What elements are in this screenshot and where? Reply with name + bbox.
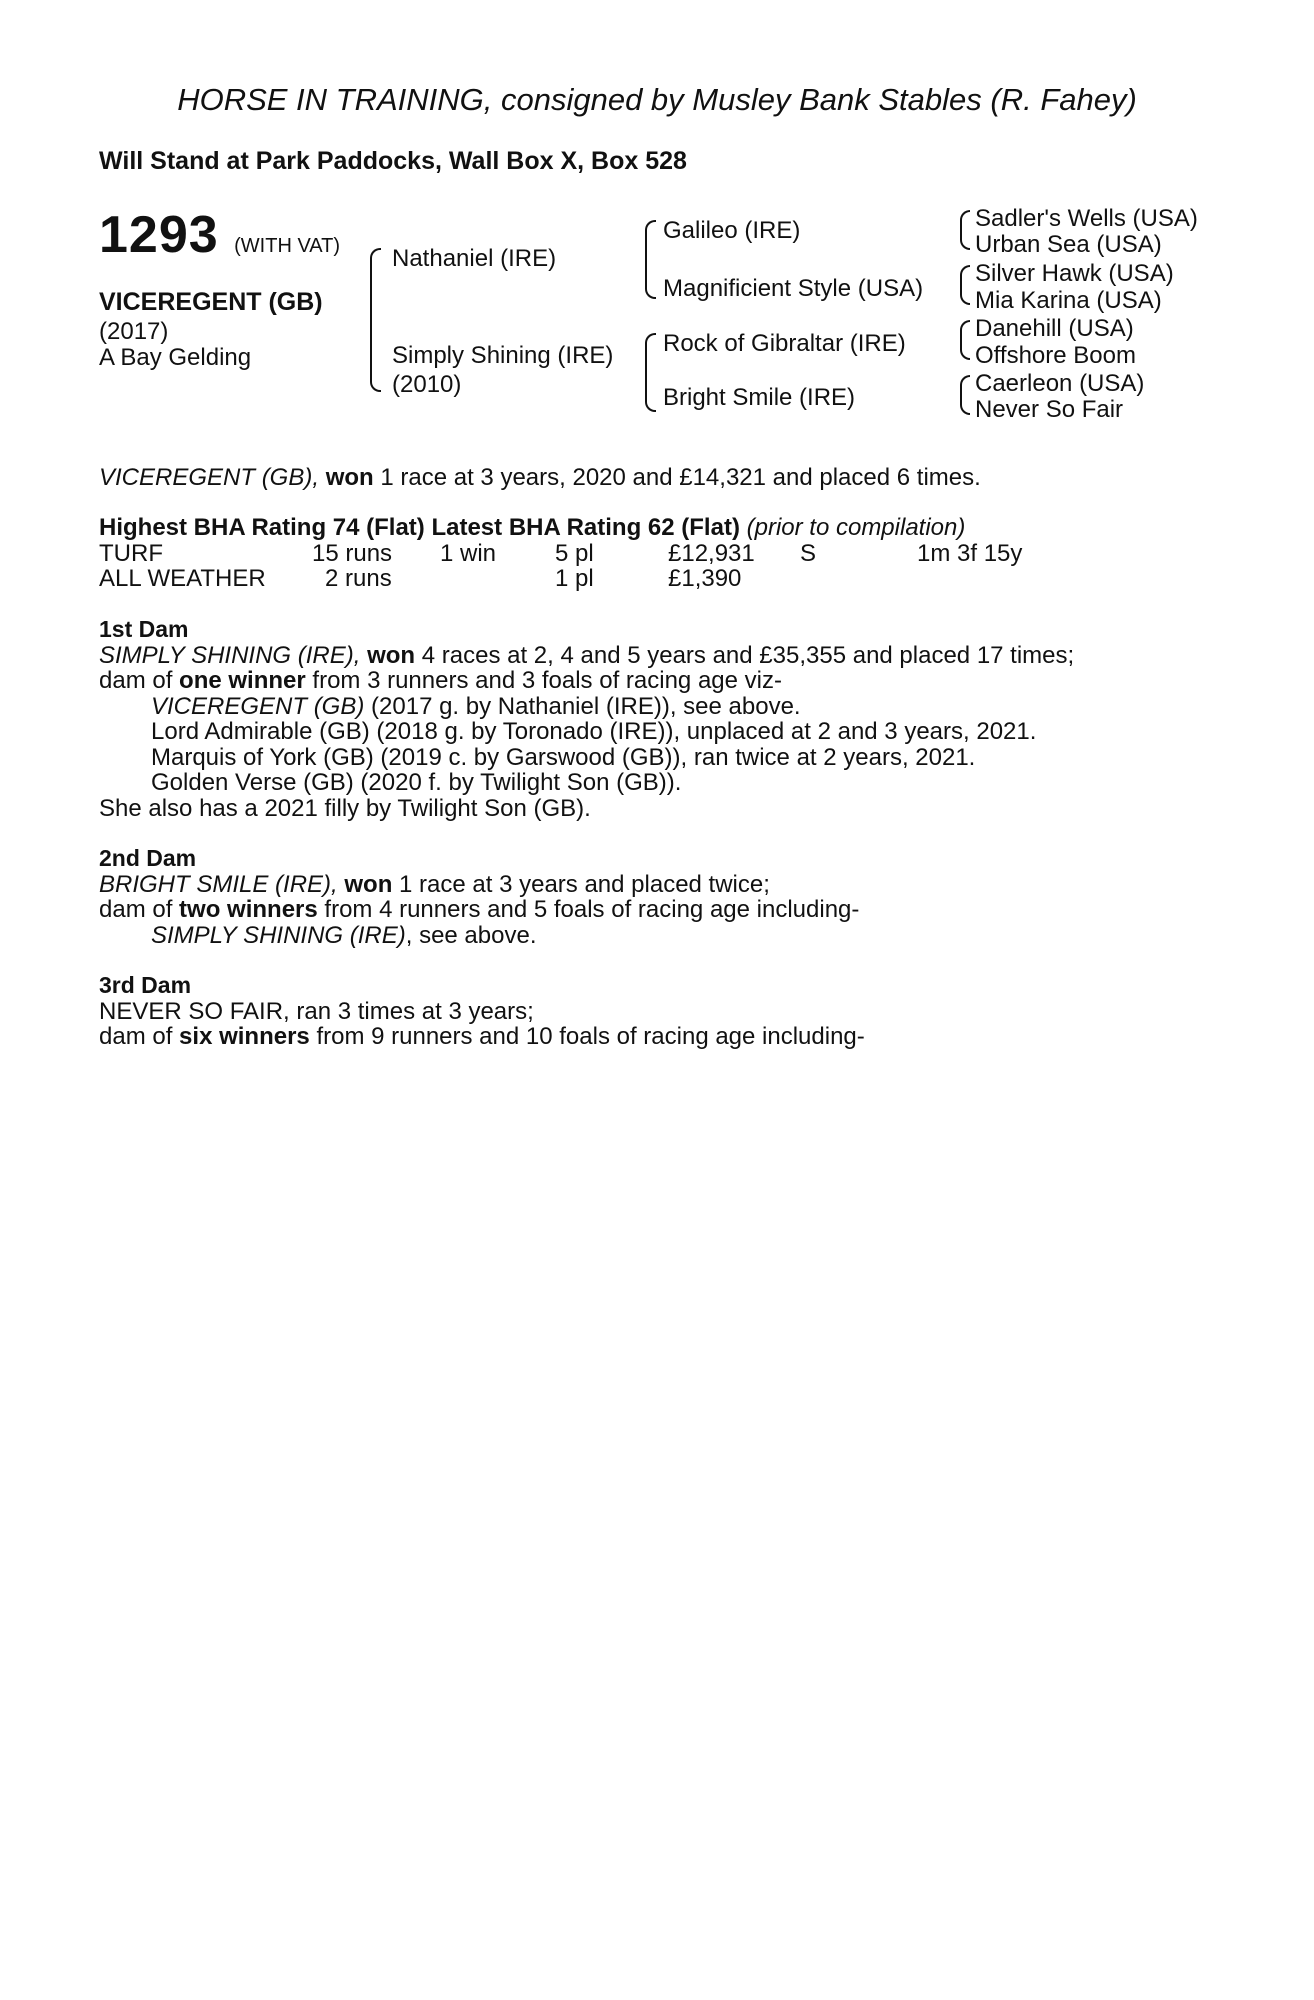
dam-dam-dam: Never So Fair [975,396,1124,423]
record-surface: ALL WEATHER [99,565,266,592]
first-dam-line [99,643,1209,669]
produce-item: Marquis of York (GB) (2019 c. by Garswood (GB)), ran twice at 2 years, 2021. [151,743,976,771]
produce-item: Golden Verse (GB) (2020 f. by Twilight Son (GB)). [151,769,682,796]
sire-dam-dam: Mia Karina (USA) [975,287,1162,314]
first-dam-section [99,617,1209,821]
produce-name: VICEREGENT (GB) [151,692,365,720]
page-title: HORSE IN TRAINING, consigned by Musley Bank Stables (R. Fahey) [177,82,1137,117]
sire-dam-sire: Silver Hawk (USA) [975,260,1174,287]
dam-sire: Rock of Gibraltar (IRE) [663,330,906,357]
record-runs: 2 runs [325,565,392,592]
winner-count: two winners [179,896,318,923]
horse-description: A Bay Gelding [99,344,252,371]
second-dam-section [99,846,1209,948]
bha-rating [99,514,965,542]
third-dam-produce [99,1024,1209,1050]
sire: Nathaniel (IRE) [392,245,557,272]
dam-dam-sire: Caerleon (USA) [975,370,1145,397]
produce-detail: (2017 g. by Nathaniel (IRE)), see above. [364,692,801,720]
record-distance: 1m 3f 15y [917,540,1023,567]
bracket-g4 [960,375,970,415]
dam-line-bracket [645,333,656,412]
dam-name: SIMPLY SHINING (IRE), [99,641,361,669]
dam-dam: Bright Smile (IRE) [663,384,856,411]
produce-name: SIMPLY SHINING (IRE) [151,921,406,949]
won-label: won [367,641,416,669]
winner-count: one winner [179,667,306,694]
dam-record: 1 race at 3 years and placed twice; [392,870,770,898]
second-dam-heading: 2nd Dam [99,845,197,871]
second-dam-line [99,872,1209,898]
record-prize: £12,931 [668,540,755,567]
bracket-g3 [960,320,970,360]
produce-item [99,694,1209,720]
record-runs: 15 runs [312,540,393,567]
produce-item [99,923,1209,949]
text: from 9 runners and 10 foals of racing age including- [309,1023,865,1050]
dam-sire-dam: Offshore Boom [975,342,1136,369]
first-dam-produce [99,668,1209,694]
dam-record: 4 races at 2, 4 and 5 years and £35,355 and placed 17 times; [415,641,1075,669]
dam-year: (2010) [392,371,462,398]
pedigree-bracket [370,248,381,392]
won-label: won [344,870,393,898]
produce-item: Lord Admirable (GB) (2018 g. by Toronado (IRE)), unplaced at 2 and 3 years, 2021. [151,718,1037,745]
record-wins: 1 win [440,540,497,567]
first-dam-heading: 1st Dam [99,616,189,642]
second-dam-produce [99,897,1209,923]
sire-line-bracket [645,220,656,299]
race-summary [99,464,981,492]
record-going: S [800,540,817,567]
text: dam of [99,896,180,923]
rating-text: Highest BHA Rating 74 (Flat) Latest BHA Rating 62 (Flat) [99,514,740,541]
summary-name: VICEREGENT (GB), [99,464,320,491]
record-placed: 5 pl [555,540,594,567]
text: from 3 runners and 3 foals of racing age viz- [305,667,782,694]
dam: Simply Shining (IRE) [392,342,614,369]
vat-note: (WITH VAT) [234,235,341,257]
dam-sire-sire: Danehill (USA) [975,315,1134,342]
sire-sire-dam: Urban Sea (USA) [975,231,1162,258]
text: from 4 runners and 5 foals of racing age including- [317,896,860,923]
sire-sire: Galileo (IRE) [663,217,801,244]
text: dam of [99,667,180,694]
stand-location: Will Stand at Park Paddocks, Wall Box X, Box 528 [99,147,687,175]
third-dam-section [99,973,1209,1050]
horse-year: (2017) [99,318,169,345]
record-prize: £1,390 [668,565,742,592]
winner-count: six winners [179,1023,310,1050]
summary-rest: 1 race at 3 years, 2020 and £14,321 and placed 6 times. [373,464,981,491]
sire-dam: Magnificient Style (USA) [663,275,924,302]
sire-sire-sire: Sadler's Wells (USA) [975,205,1198,232]
bracket-g2 [960,265,970,305]
record-surface: TURF [99,540,163,567]
produce-detail: , see above. [405,921,537,949]
third-dam-heading: 3rd Dam [99,972,192,998]
record-placed: 1 pl [555,565,594,592]
produce-note: She also has a 2021 filly by Twilight Son (GB). [99,794,591,822]
bracket-g1 [960,210,970,250]
lot-number-value: 1293 [99,206,219,264]
dam-name: BRIGHT SMILE (IRE), [99,870,338,898]
summary-won: won [325,464,374,491]
text: dam of [99,1023,180,1050]
lot-number [99,205,340,265]
rating-note: (prior to compilation) [746,514,966,541]
third-dam-line: NEVER SO FAIR, ran 3 times at 3 years; [99,997,534,1025]
horse-name: VICEREGENT (GB) [99,288,323,316]
